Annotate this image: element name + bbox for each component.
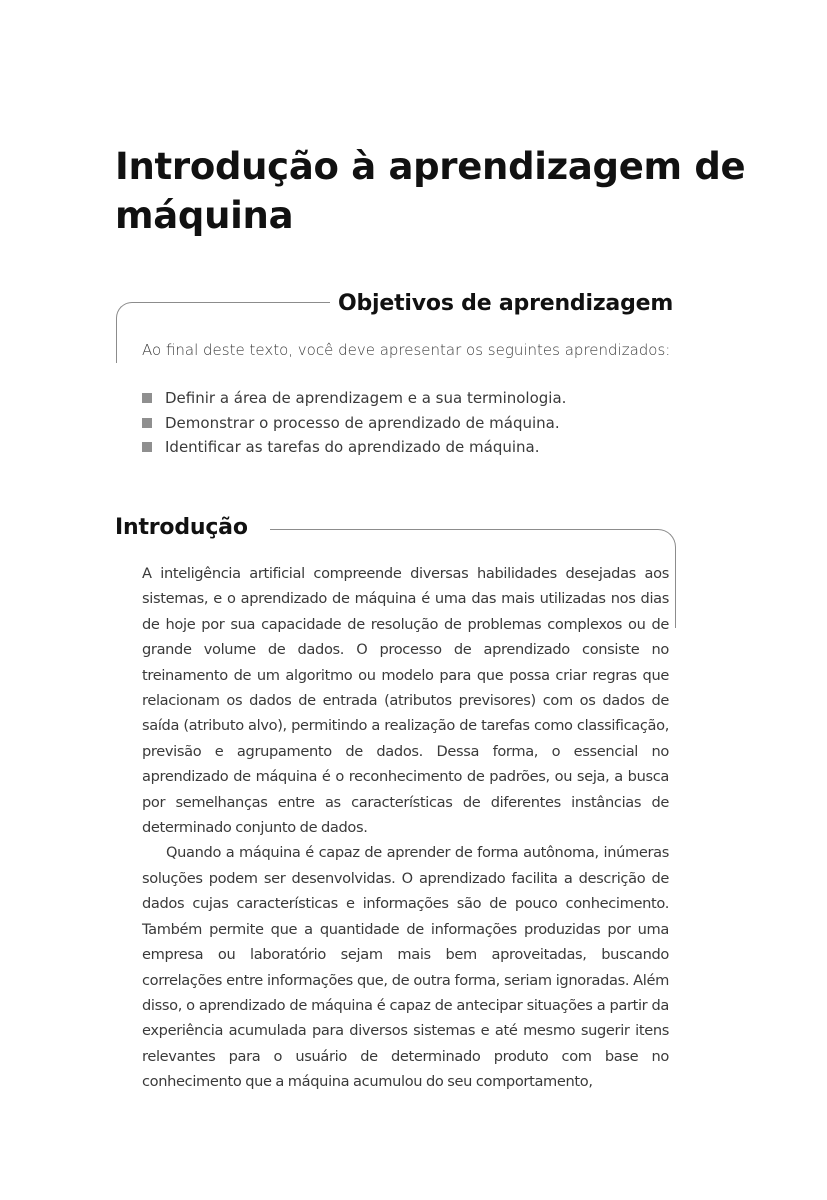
objectives-intro: Ao final deste texto, você deve apresentar os seguintes aprendizados: — [142, 341, 671, 359]
objective-item — [142, 435, 566, 460]
body-paragraph: A inteligência artificial compreende diversas habilidades desejadas aos sistemas, e o aprendizado de máquina é uma das mais utilizadas nos dias de hoje por sua capacidade de resolução de problemas complexos ou de grande volume de dados. O processo de aprendizado consiste no treinamento de um algoritmo ou modelo para que possa criar regras que relacionam os dados de entrada (atributos previsores) com os dados de saída (atributo alvo), permitindo a realização de tarefas como classificação, previsão e agrupamento de dados. Dessa forma, o essencial no aprendizado de máquina é o reconhecimento de padrões, ou seja, a busca por semelhanças entre as características de diferentes instâncias de determinado conjunto de dados. — [142, 565, 669, 837]
square-bullet-icon — [142, 393, 152, 403]
objectives-title: Objetivos de aprendizagem — [338, 291, 674, 316]
objective-text: Demonstrar o processo de aprendizado de máquina. — [165, 413, 560, 432]
introduction-body — [142, 561, 669, 1095]
chapter-title: Introdução à aprendizagem de máquina — [115, 145, 746, 237]
objectives-list — [142, 386, 566, 460]
objective-item — [142, 386, 566, 411]
body-paragraph: Quando a máquina é capaz de aprender de forma autônoma, inúmeras soluções podem ser desenvolvidas. O aprendizado facilita a descrição de dados cujas características e informações são de pouco conhecimento. Também permite que a quantidade de informações produzidas por uma empresa ou laboratório sejam mais bem aproveitadas, buscando correlações entre informações que, de outra forma, seriam ignoradas. Além disso, o aprendizado de máquina é capaz de antecipar situações a partir da experiência acumulada para diversos sistemas e até mesmo sugerir itens relevantes para o usuário de determinado produto com base no conhecimento que a máquina acumulou do seu comportamento, — [142, 844, 669, 1091]
square-bullet-icon — [142, 442, 152, 452]
objective-text: Definir a área de aprendizagem e a sua terminologia. — [165, 389, 567, 408]
objective-text: Identificar as tarefas do aprendizado de máquina. — [165, 438, 540, 457]
objective-item — [142, 411, 566, 436]
introduction-title: Introdução — [115, 515, 248, 540]
square-bullet-icon — [142, 418, 152, 428]
